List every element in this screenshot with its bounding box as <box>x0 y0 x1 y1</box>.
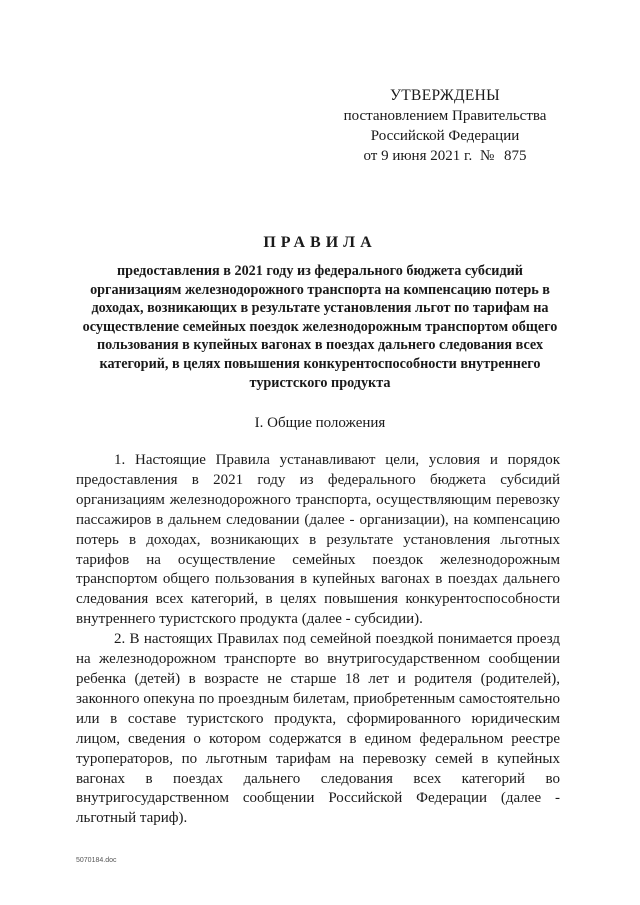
approval-date: от 9 июня 2021 г. <box>363 148 473 164</box>
paragraph-2: 2. В настоящих Правилах под семейной поездкой понимается проезд на железнодорожном транспорте во внутригосударственном сообщении ребенка (детей) в возрасте не старше 18 лет и родителя (родителей), законного опекуна по проездным билетам, приобретенным самостоятельно или в составе туристского продукта, сформированного юридическим лицом, сведения о котором содержатся в едином федеральном реестре туроператоров, по льготным тарифам на перевозку семей в купейных вагонах в поездах дальнего следования всех категорий во внутригосударственном сообщении Российской Федерации (далее - льготный тариф). <box>76 631 560 827</box>
approval-number: 875 <box>504 148 527 164</box>
approval-number-sign: № <box>479 148 495 164</box>
approval-line-1: постановлением Правительства <box>343 108 547 124</box>
section-heading: I. Общие положения <box>254 415 386 431</box>
document-title: ПРАВИЛА <box>263 234 377 251</box>
paragraph-1: 1. Настоящие Правила устанавливают цели, условия и порядок предоставления в 2021 году из федерального бюджета субсидий организациям железнодорожного транспорта, осуществляющим перевозку пассажиров в дальнем следовании (далее - организации), на компенсацию потерь в доходах, возникающих в результате установления льготных тарифов на осуществление семейных поездок железнодорожным транспортом общего пользования в купейных вагонах в поездах дальнего следования всех категорий, в целях повышения конкурентоспособности внутреннего туристского продукта (далее - субсидии). <box>76 452 560 628</box>
approval-line-2: Российской Федерации <box>370 128 520 144</box>
document-subtitle: предоставления в 2021 году из федерального бюджета субсидий организациям железнодорожного транспорта на компенсацию потерь в доходах, возникающих в результате установления льгот по тарифам на осуществление семейных поездок железнодорожным транспортом общего пользования в купейных вагонах в поездах дальнего следования всех категорий, в целях повышения конкурентоспособности внутреннего туристского продукта <box>82 263 558 391</box>
approval-heading: УТВЕРЖДЕНЫ <box>390 87 500 104</box>
file-name-footer: 5070184.doc <box>76 857 117 864</box>
approval-block <box>330 86 560 166</box>
document-body <box>76 451 560 829</box>
approval-date-line <box>330 146 560 166</box>
